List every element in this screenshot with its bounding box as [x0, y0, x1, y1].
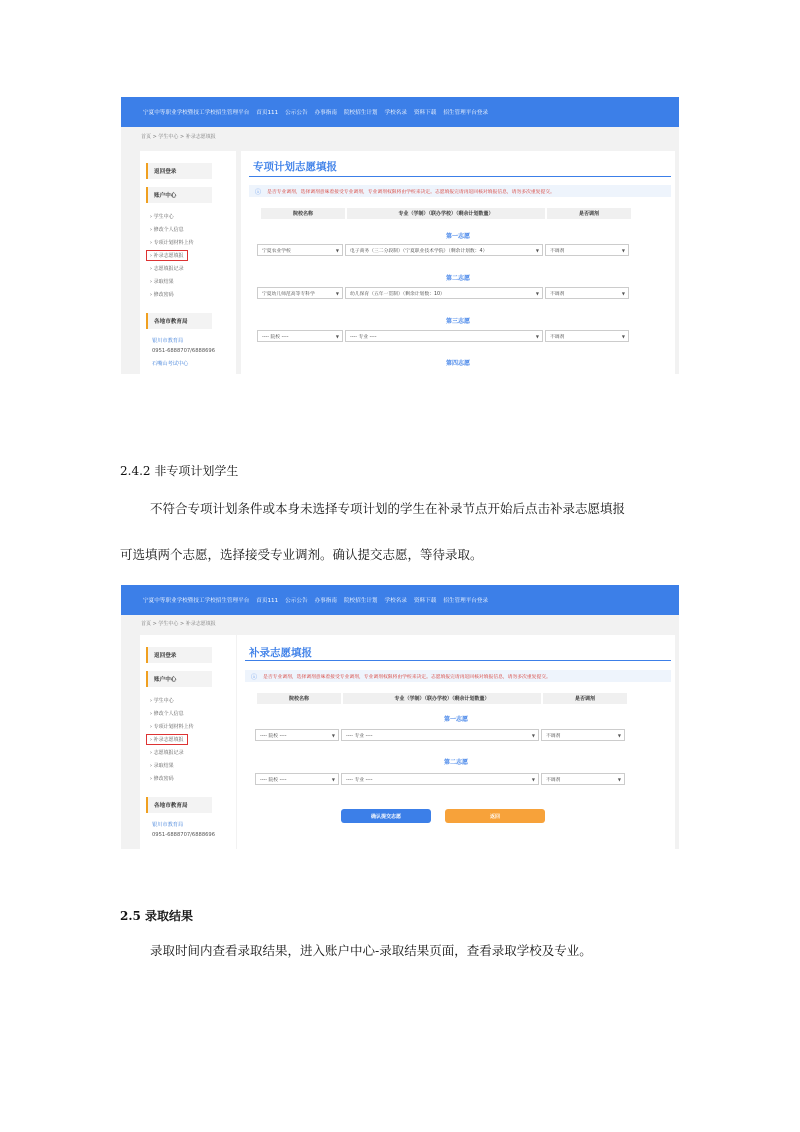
page-title: 补录志愿填报 [249, 647, 312, 659]
title-underline [249, 176, 671, 177]
sidebar-item-records[interactable]: › 志愿填报记录 [150, 266, 184, 272]
account-center-header: 账户中心 [146, 187, 212, 203]
choice-1-school-select[interactable]: 宁夏农业学校 ▼ [257, 244, 343, 256]
sidebar-item-student-center[interactable]: › 学生中心 [150, 214, 174, 220]
top-nav [121, 97, 679, 127]
contact-shizuishan[interactable]: 石嘴山考试中心 [152, 361, 189, 367]
breadcrumb: 首页 > 学生中心 > 补录志愿填报 [141, 133, 216, 140]
contact-yinchuan[interactable]: 银川市教育局 [152, 822, 184, 828]
screenshot-special-plan [121, 97, 679, 374]
info-icon: ⓘ [255, 188, 262, 196]
choice-2-label: 第二志愿 [445, 275, 470, 282]
sidebar-item-records[interactable]: › 志愿填报记录 [150, 750, 184, 756]
title-underline [245, 660, 671, 661]
sidebar [140, 635, 236, 849]
account-center-header: 账户中心 [146, 671, 212, 687]
section-heading-non-special: 2.4.2 非专项计划学生 [120, 464, 239, 478]
back-button[interactable]: 返回 [445, 809, 545, 823]
nav-enrollment-plan[interactable]: 院校招生计划 [343, 598, 378, 604]
col-major: 专业（学制）（联办学校）（剩余计划数量） [347, 208, 545, 219]
section-paragraph-2: 可选填两个志愿，选择接受专业调剂。确认提交志愿，等待录取。 [120, 547, 483, 562]
nav-site-title[interactable]: 宁夏中等职业学校暨技工学校招生管理平台 [143, 598, 250, 604]
nav-home[interactable]: 首页111 [256, 110, 279, 116]
sidebar-item-supplementary[interactable]: › 补录志愿填报 [146, 250, 188, 261]
notice-bar: ⓘ 是否专业调剂，选择调剂意味着接受专业调剂，专业调剂权限将由学校来决定。志愿填报完请再返回核对填报信息，请勿多次重复提交。 [249, 185, 671, 197]
choice-2-adjust-select[interactable]: 不调剂 ▼ [541, 773, 625, 785]
nav-home[interactable]: 首页111 [256, 598, 279, 604]
info-icon: ⓘ [251, 673, 258, 681]
nav-guide[interactable]: 办事指南 [314, 110, 337, 116]
contact-phone: 0951-6888707/6888696 [152, 348, 216, 354]
col-school: 院校名称 [257, 693, 341, 704]
sidebar-item-results[interactable]: › 录取结果 [150, 279, 174, 285]
section-paragraph-1: 不符合专项计划条件或本身未选择专项计划的学生在补录节点开始后点击补录志愿填报 [150, 501, 626, 516]
nav-admin-login[interactable]: 招生管理平台登录 [443, 598, 489, 604]
sidebar-item-upload[interactable]: › 专项计划材料上传 [150, 240, 194, 246]
choice-4-label: 第四志愿 [445, 360, 470, 367]
choice-1-major-select[interactable]: ---- 专业 ---- ▼ [341, 729, 539, 741]
choice-1-label: 第一志愿 [443, 716, 468, 723]
contact-yinchuan[interactable]: 银川市教育局 [152, 338, 184, 344]
col-adjust: 是否调剂 [547, 208, 631, 219]
choice-2-school-select[interactable]: 宁夏幼儿师范高等专科学 ▼ [257, 287, 343, 299]
main-panel [241, 151, 675, 374]
nav-admin-login[interactable]: 招生管理平台登录 [443, 110, 489, 116]
choice-2-label: 第二志愿 [443, 759, 468, 766]
back-login-button[interactable]: 返回登录 [146, 163, 212, 179]
table-header [257, 693, 629, 704]
sidebar-item-edit-info[interactable]: › 修改个人信息 [150, 711, 184, 717]
main-panel [237, 635, 675, 849]
nav-guide[interactable]: 办事指南 [314, 598, 337, 604]
nav-downloads[interactable]: 资料下载 [413, 110, 437, 116]
local-bureau-header: 各地市教育局 [146, 797, 212, 813]
col-adjust: 是否调剂 [543, 693, 627, 704]
choice-2-major-select[interactable]: ---- 专业 ---- ▼ [341, 773, 539, 785]
choice-1-label: 第一志愿 [445, 233, 470, 240]
choice-1-major-select[interactable]: 电子商务（三二分段制）（宁夏职业技术学院）（剩余计划数：4） ▼ [345, 244, 543, 256]
submit-choices-button[interactable]: 确认提交志愿 [341, 809, 431, 823]
sidebar-item-password[interactable]: › 修改密码 [150, 776, 174, 782]
choice-1-adjust-select[interactable]: 不调剂 ▼ [541, 729, 625, 741]
nav-downloads[interactable]: 资料下载 [413, 598, 437, 604]
choice-3-school-select[interactable]: ---- 院校 ---- ▼ [257, 330, 343, 342]
sidebar-item-results[interactable]: › 录取结果 [150, 763, 174, 769]
table-header [261, 208, 633, 219]
choice-1-school-select[interactable]: ---- 院校 ---- ▼ [255, 729, 339, 741]
screenshot-supplementary [121, 585, 679, 849]
nav-school-list[interactable]: 学校名录 [384, 598, 407, 604]
choice-1-adjust-select[interactable]: 不调剂 ▼ [545, 244, 629, 256]
col-school: 院校名称 [261, 208, 345, 219]
choice-2-school-select[interactable]: ---- 院校 ---- ▼ [255, 773, 339, 785]
contact-phone: 0951-6888707/6888696 [152, 832, 216, 838]
nav-announcements[interactable]: 公示公告 [285, 598, 308, 604]
sidebar-item-upload[interactable]: › 专项计划材料上传 [150, 724, 194, 730]
page-title: 专项计划志愿填报 [253, 161, 337, 173]
nav-site-title[interactable]: 宁夏中等职业学校暨技工学校招生管理平台 [143, 110, 250, 116]
choice-2-major-select[interactable]: 幼儿保育（五年一贯制）（剩余计划数：10） ▼ [345, 287, 543, 299]
local-bureau-header: 各地市教育局 [146, 313, 212, 329]
col-major: 专业（学制）（联办学校）（剩余计划数量） [343, 693, 541, 704]
sidebar-item-student-center[interactable]: › 学生中心 [150, 698, 174, 704]
section-paragraph-results: 录取时间内查看录取结果，进入账户中心-录取结果页面，查看录取学校及专业。 [150, 943, 592, 958]
sidebar-item-supplementary[interactable]: › 补录志愿填报 [146, 734, 188, 745]
section-heading-results: 2.5 录取结果 [120, 909, 194, 923]
sidebar-item-password[interactable]: › 修改密码 [150, 292, 174, 298]
breadcrumb: 首页 > 学生中心 > 补录志愿填报 [141, 620, 216, 627]
choice-3-label: 第三志愿 [445, 318, 470, 325]
choice-3-major-select[interactable]: ---- 专业 ---- ▼ [345, 330, 543, 342]
sidebar [140, 151, 236, 374]
notice-bar: ⓘ 是否专业调剂，选择调剂意味着接受专业调剂，专业调剂权限将由学校来决定。志愿填报完请再返回核对填报信息，请勿多次重复提交。 [245, 670, 671, 682]
nav-announcements[interactable]: 公示公告 [285, 110, 308, 116]
nav-school-list[interactable]: 学校名录 [384, 110, 407, 116]
top-nav [121, 585, 679, 615]
choice-3-adjust-select[interactable]: 不调剂 ▼ [545, 330, 629, 342]
back-login-button[interactable]: 返回登录 [146, 647, 212, 663]
nav-enrollment-plan[interactable]: 院校招生计划 [343, 110, 378, 116]
sidebar-item-edit-info[interactable]: › 修改个人信息 [150, 227, 184, 233]
choice-2-adjust-select[interactable]: 不调剂 ▼ [545, 287, 629, 299]
